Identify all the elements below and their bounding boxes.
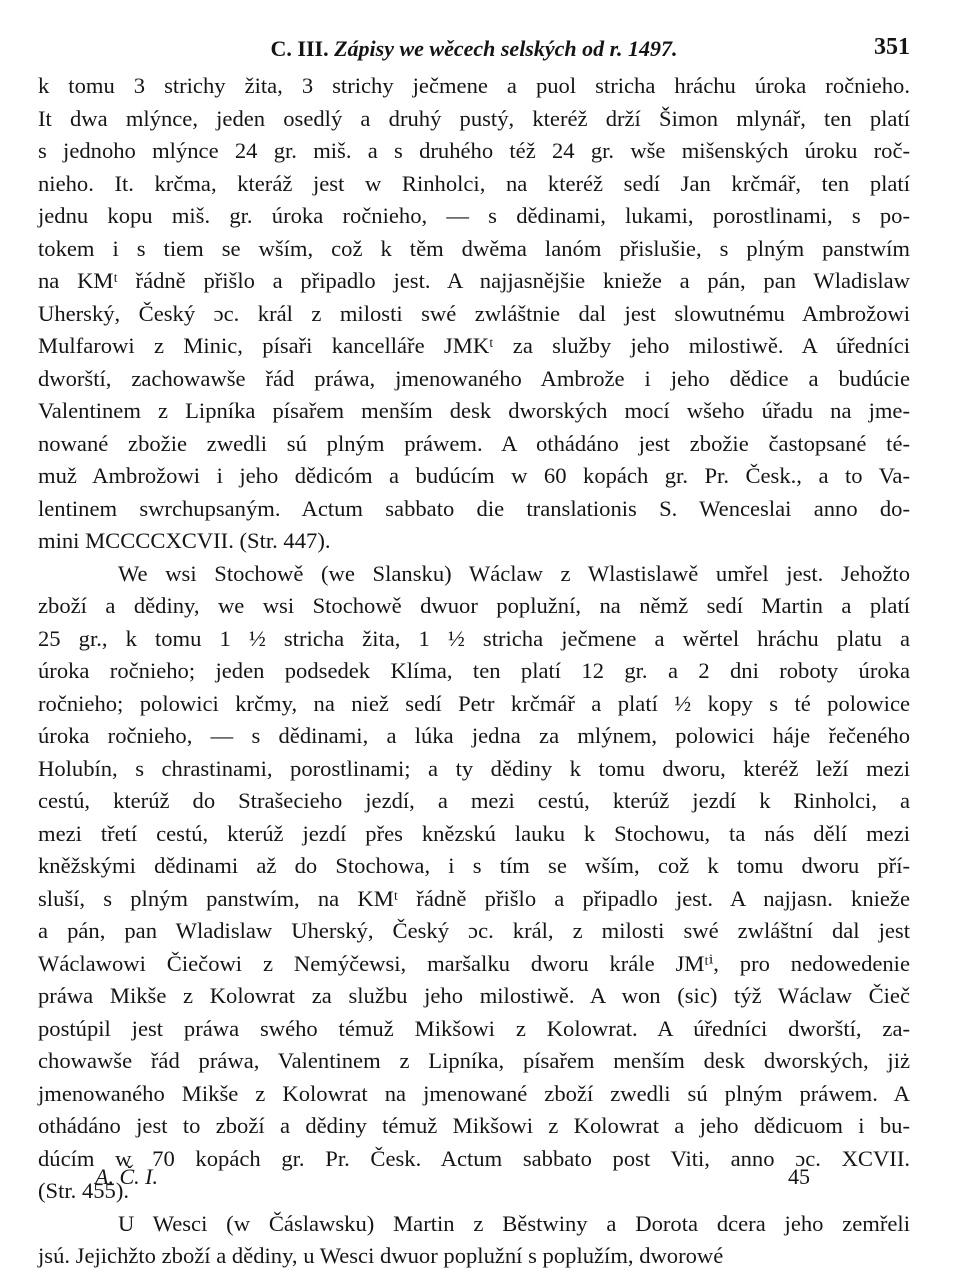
text-line: tokem i s tiem se wším, což k těm dwěma lanóm přislušie, s plným panstwím (38, 235, 910, 261)
text-line: jmenowaného Mikše z Kolowrat na jmenowané zboží zwedli sú plným práwem. A (38, 1080, 910, 1106)
page-footer (95, 1164, 810, 1198)
signature-mark (95, 1164, 158, 1190)
signature-text: A. Č. I. (95, 1164, 158, 1189)
paragraph (38, 1208, 910, 1273)
text-line: Mulfarowi z Minic, písaři kancelláře JMKᵗ za služby jeho milostiwě. A úředníci (38, 333, 910, 358)
text-line: Uherský, Český ɔc. král z milosti swé zwláštnie dal jest slowutnému Ambrožowi (38, 300, 910, 326)
text-line: 25 gr., k tomu 1 ½ stricha žita, 1 ½ stricha ječmene a wěrtel hráchu platu a (38, 625, 910, 651)
text-line: Valentinem z Lipníka písařem menším desk dworských mocí wšeho úřadu na jme- (38, 398, 910, 423)
text-line: úroka ročnieho; jeden podsedek Klíma, ten platí 12 gr. a 2 dni roboty úroka (38, 658, 910, 683)
text-line: mezi třetí cestú, kterúž jezdí přes knězskú lauku k Stochowu, ta nás dělí mezi (38, 820, 910, 846)
running-head-title-line (38, 36, 910, 62)
text-line: ročnieho; polowici krčmy, na niež sedí Petr krčmář a platí ½ kopy s té polowice (38, 690, 910, 716)
text-line: lentinem swrchupsaným. Actum sabbato die translationis S. Wenceslai anno do- (38, 495, 910, 521)
chapter-label: C. III. (270, 36, 329, 61)
text-line: Wáclawowi Čiečowi z Nemýčewsi, maršalku dworu krále JMᵗⁱ, pro nedowedenie (38, 950, 910, 976)
chapter-title: Zápisy we wěcech selských od r. 1497. (334, 36, 678, 61)
text-line: It dwa mlýnce, jeden osedlý a druhý pustý, kteréž drží Šimon mlynář, ten platí (38, 105, 910, 131)
text-line: úroka ročnieho, — s dědinami, a lúka jedna za mlýnem, polowici háje řečeného (38, 723, 910, 748)
sheet-number: 45 (788, 1164, 810, 1189)
text-line: muž Ambrožowi i jeho dědicóm a budúcím w 60 kopách gr. Pr. Česk., a to Va- (38, 463, 910, 488)
text-line: práwa Mikše z Kolowrat za službu jeho milostiwě. A won (sic) týž Wáclaw Čieč (38, 983, 910, 1008)
text-line: sluší, s plným panstwím, na KMᵗ řádně přišlo a připadlo jest. A najjasn. knieže (38, 885, 910, 911)
text-line: s jednoho mlýnce 24 gr. miš. a s druhého též 24 gr. wše mišenských úroku roč- (38, 138, 910, 163)
page-number: 351 (874, 34, 910, 60)
text-line: mini MCCCCXCVII. (Str. 447). (38, 528, 331, 553)
text-line: nieho. It. krčma, kteráž jest w Rinholci, na kteréž sedí Jan krčmář, ten platí (38, 170, 910, 196)
text-line: a pán, pan Wladislaw Uherský, Český ɔc. král, z milosti swé zwláštní dal jest (38, 918, 910, 943)
text-line: othádáno jest to zboží a dědiny témuž Mikšowi z Kolowrat a jeho dědicuom i bu- (38, 1113, 910, 1138)
text-line: (Str. 455). (38, 1178, 130, 1203)
paragraph (38, 70, 910, 558)
text-line: U Wesci (w Čáslawsku) Martin z Běstwiny a Dorota dcera jeho zemřeli (118, 1210, 910, 1236)
text-line: dworští, zachowawše řád práwa, jmenowaného Ambrože i jeho dědice a budúcie (38, 365, 910, 391)
text-line: k tomu 3 strichy žita, 3 strichy ječmene a puol stricha hráchu úroka ročnieho. (38, 73, 910, 98)
text-line: We wsi Stochowě (we Slansku) Wáclaw z Wlastislawě umřel jest. Jehožto (118, 560, 910, 586)
text-line: jednu kopu miš. gr. úroka ročnieho, — s dědinami, lukami, porostlinami, s po- (38, 203, 910, 228)
body-text (38, 70, 910, 1273)
paragraph (38, 558, 910, 1208)
text-line: postúpil jest práwa swého témuž Mikšowi z Kolowrat. A úředníci dworští, za- (38, 1015, 910, 1041)
text-line: kněžskými dědinami až do Stochowa, i s tím se wším, což k tomu dworu pří- (38, 853, 910, 878)
text-line: na KMᵗ řádně přišlo a připadlo jest. A najjasnějšie knieže a pán, pan Wladislaw (38, 268, 910, 293)
text-line: zboží a dědiny, we wsi Stochowě dwuor poplužní, na němž sedí Martin a platí (38, 593, 910, 618)
text-line: cestú, kterúž do Strašecieho jezdí, a mezi cestú, kterúž jezdí k Rinholci, a (38, 788, 910, 813)
text-line: Holubín, s chrastinami, porostlinami; a ty dědiny k tomu dworu, kteréž leží mezi (38, 755, 910, 781)
text-line: jsú. Jejichžto zboží a dědiny, u Wesci dwuor poplužní s poplužím, dworowé (38, 1243, 724, 1268)
running-head (38, 30, 910, 70)
text-line: dúcím w 70 kopách gr. Pr. Česk. Actum sabbato post Viti, anno ɔc. XCVII. (38, 1145, 910, 1171)
text-line: chowawše řád práwa, Valentinem z Lipníka, písařem menším desk dworských, jiż (38, 1048, 910, 1073)
text-line: nowané zbožie zwedli sú plným práwem. A othádáno jest zbožie častopsané té- (38, 430, 910, 456)
